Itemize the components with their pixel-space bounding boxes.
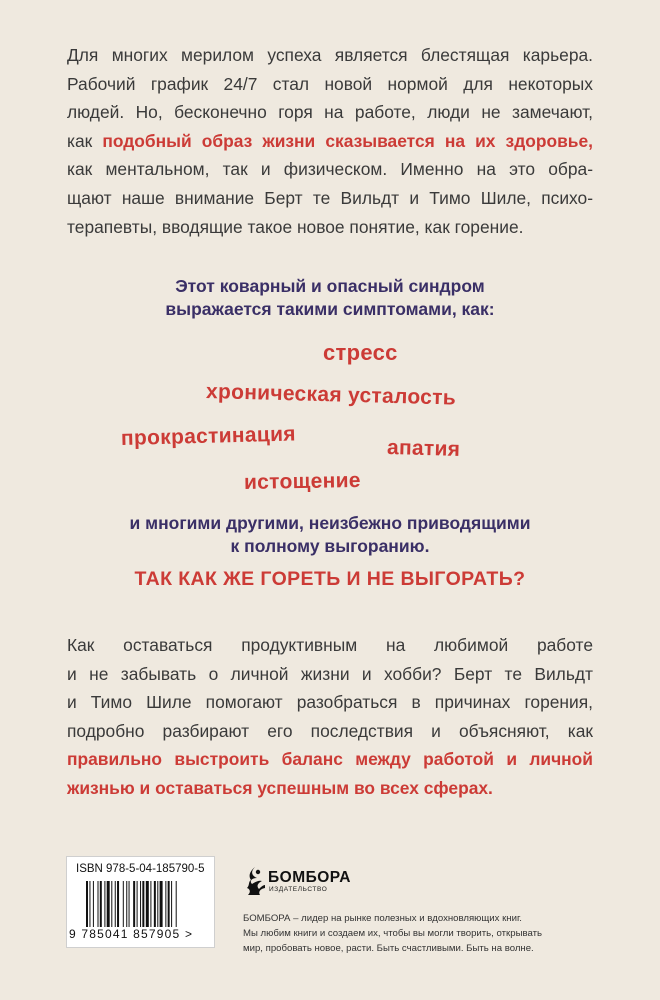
- barcode-stripe: [154, 881, 156, 927]
- barcode-stripe: [137, 881, 138, 927]
- barcode-stripe: [93, 881, 94, 927]
- intro-line: терапевты, вводящие такое новое понятие, как горение.: [67, 216, 524, 237]
- symptoms-intro-line: выражается такими симптомами, как:: [165, 299, 495, 319]
- barcode-stripe: [117, 881, 119, 927]
- barcode-stripe: [111, 881, 112, 927]
- barcode-stripe: [133, 881, 135, 927]
- symptom-stress: стресс: [323, 340, 398, 365]
- closing-line: и Тимо Шиле помогают разобраться в причинах горения,: [67, 692, 593, 713]
- symptoms-outro-line: и многими другими, неизбежно приводящими: [129, 513, 531, 533]
- publisher-description-line: Мы любим книги и создаем их, чтобы вы могли творить, открывать: [243, 927, 542, 939]
- barcode-stripe: [146, 881, 149, 927]
- publisher-description-line: мир, пробовать новое, расти. Быть счастливыми. Быть на волне.: [243, 942, 534, 954]
- barcode-stripe: [104, 881, 105, 927]
- barcode-stripe: [129, 881, 130, 927]
- barcode-stripe: [165, 881, 166, 927]
- symptoms-intro-line: Этот коварный и опасный синдром: [175, 276, 485, 296]
- barcode-stripe: [89, 881, 90, 927]
- barcode-stripe: [126, 881, 127, 927]
- barcode-stripe: [98, 881, 99, 927]
- symptom-apathy: апатия: [386, 436, 461, 461]
- barcode-stripe: [157, 881, 158, 927]
- bombora-logo-icon: [246, 866, 266, 896]
- symptoms-outro: [0, 512, 660, 558]
- intro-line: Для многих мерилом успеха является блестящая карьера.: [67, 45, 593, 65]
- barcode-stripe: [168, 881, 170, 927]
- barcode-stripe: [140, 881, 141, 927]
- barcode-stripe: [115, 881, 116, 927]
- intro-highlight: подобный образ жизни сказывается на их здоровье,: [102, 130, 593, 151]
- barcode-stripe: [176, 881, 177, 927]
- barcode-stripe: [107, 881, 110, 927]
- symptoms-outro-line: к полному выгоранию.: [230, 536, 430, 556]
- publisher-name: БОМБОРА: [268, 869, 351, 886]
- symptom-procrastination: прокрастинация: [120, 422, 297, 450]
- barcode-stripe: [123, 881, 124, 927]
- intro-line: щают наше внимание Берт те Вильдт и Тимо Шиле, психо-: [67, 187, 593, 208]
- intro-line: как ментальном, так и физическом. Именно на это обра-: [67, 159, 593, 180]
- barcode-number: 9 785041 857905 >: [69, 927, 194, 941]
- closing-line: подробно разбирают его последствия и объясняют, как: [67, 720, 593, 741]
- barcode-stripe: [142, 881, 144, 927]
- isbn-label: ISBN 978-5-04-185790-5: [76, 863, 205, 875]
- closing-highlight-line: жизнью и оставаться успешным во всех сферах.: [67, 777, 493, 798]
- closing-paragraph: [67, 631, 593, 803]
- intro-paragraph: [67, 41, 593, 241]
- barcode-stripe: [86, 881, 88, 927]
- barcode-bars: [86, 881, 206, 927]
- symptom-chronic-fatigue: хроническая усталость: [205, 380, 457, 410]
- closing-highlight-line: правильно выстроить баланс между работой и личной: [67, 749, 593, 770]
- publisher-description: [243, 912, 573, 956]
- intro-line-prefix: как: [67, 130, 103, 151]
- barcode-box: [66, 856, 215, 948]
- publisher-subtitle: ИЗДАТЕЛЬСТВО: [269, 886, 328, 893]
- intro-line: Рабочий график 24/7 стал новой нормой для некоторых: [67, 73, 593, 94]
- closing-line: Как оставаться продуктивным на любимой работе: [67, 635, 593, 655]
- intro-line-with-highlight: [67, 127, 593, 156]
- symptom-exhaustion: истощение: [243, 468, 361, 494]
- intro-line: людей. Но, бесконечно горя на работе, люди не замечают,: [67, 102, 593, 123]
- barcode-stripe: [171, 881, 172, 927]
- symptoms-intro: [0, 275, 660, 321]
- publisher-description-line: БОМБОРА – лидер на рынке полезных и вдохновляющих книг.: [243, 913, 522, 924]
- barcode-stripe: [100, 881, 102, 927]
- barcode-stripe: [160, 881, 163, 927]
- closing-line: и не забывать о личной жизни и хобби? Берт те Вильдт: [67, 663, 593, 684]
- headline-question: ТАК КАК ЖЕ ГОРЕТЬ И НЕ ВЫГОРАТЬ?: [134, 568, 526, 590]
- barcode-stripe: [150, 881, 151, 927]
